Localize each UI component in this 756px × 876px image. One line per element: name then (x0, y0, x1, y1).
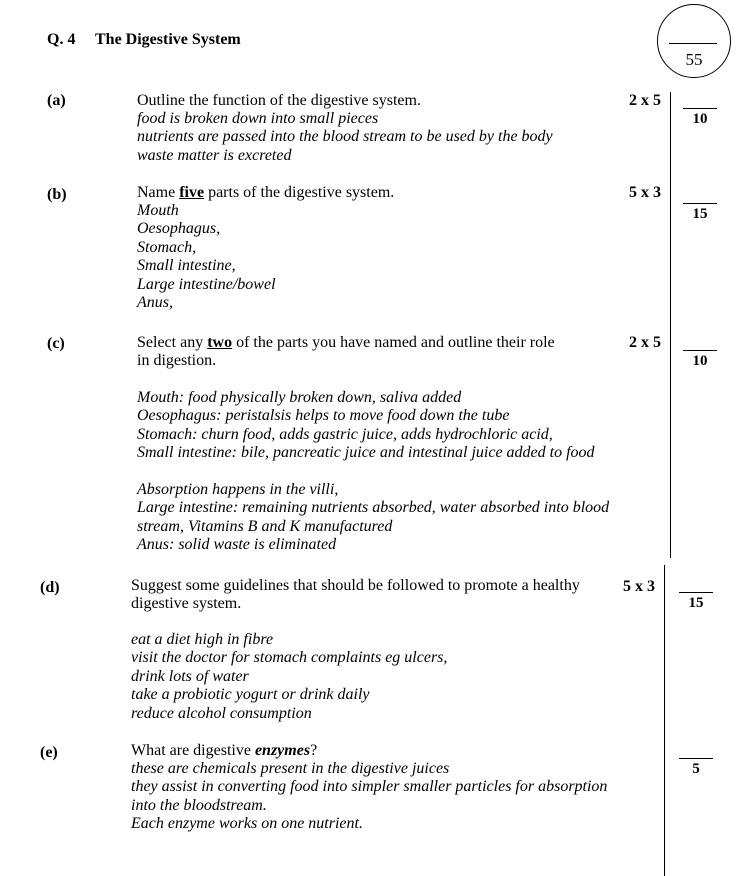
answer-line: Anus, (137, 294, 173, 312)
answer-line: Oesophagus, (137, 220, 221, 238)
marks-column-rule-upper (670, 92, 671, 558)
part-b-prompt-post: parts of the digestive system. (204, 184, 395, 201)
total-marks-rule (669, 43, 717, 44)
part-c-allocation: 2 x 5 (629, 334, 661, 351)
answer-line: Stomach, (137, 238, 197, 256)
part-a-label: (a) (47, 92, 66, 109)
part-c-answers-2 (137, 481, 609, 555)
part-c-prompt-post: of the parts you have named and outline their role (232, 334, 555, 351)
answer-line: Small intestine: bile, pancreatic juice and intestinal juice added to food (137, 444, 595, 462)
answer-line: Stomach: churn food, adds gastric juice, adds hydrochloric acid, (137, 425, 553, 443)
part-c-prompt-line1 (137, 334, 555, 352)
answer-line: these are chemicals present in the digestive juices (131, 760, 450, 777)
question-title: The Digestive System (95, 31, 241, 48)
answer-line: Absorption happens in the villi, (137, 481, 339, 498)
part-c-answers (137, 389, 595, 463)
answer-line: Oesophagus: peristalsis helps to move food down the tube (137, 407, 510, 425)
total-marks-value: 55 (685, 50, 703, 69)
part-a-prompt: Outline the function of the digestive system. (137, 92, 421, 109)
part-d-label: (d) (40, 579, 60, 596)
part-d-prompt-line2: digestive system. (131, 595, 242, 612)
part-e-prompt-post: ? (310, 742, 318, 759)
answer-line: reduce alcohol consumption (131, 704, 312, 722)
answer-line: Small intestine, (137, 257, 236, 275)
part-b-allocation: 5 x 3 (629, 184, 661, 201)
part-d-answers (131, 631, 447, 723)
answer-line: take a probiotic yogurt or drink daily (131, 686, 370, 704)
part-e-label: (e) (40, 744, 58, 761)
answer-line: Mouth: food physically broken down, saliva added (137, 389, 462, 406)
answer-line: waste matter is excreted (137, 146, 292, 164)
part-c-prompt-emphasis: two (207, 334, 233, 351)
answer-line: stream, Vitamins B and K manufactured (137, 517, 393, 535)
part-a-allocation: 2 x 5 (629, 92, 661, 109)
answer-line: drink lots of water (131, 667, 249, 685)
part-c-marks: 10 (683, 350, 717, 370)
part-d-prompt (131, 577, 580, 613)
part-a-answers (137, 110, 553, 165)
part-b-answers (137, 202, 276, 312)
part-b-prompt-pre: Name (137, 184, 180, 201)
answer-line: into the bloodstream. (131, 796, 267, 814)
answer-line: Anus: solid waste is eliminated (137, 536, 337, 554)
part-c-label: (c) (47, 335, 65, 352)
answer-line: nutrients are passed into the blood stream to be used by the body (137, 128, 553, 146)
question-number: Q. 4 (47, 31, 76, 48)
answer-line: eat a diet high in fibre (131, 631, 274, 648)
answer-line: Large intestine: remaining nutrients absorbed, water absorbed into blood (137, 499, 610, 517)
part-d-marks: 15 (679, 592, 713, 612)
answer-line: visit the doctor for stomach complaints eg ulcers, (131, 649, 448, 667)
part-c-prompt-pre: Select any (137, 334, 208, 351)
answer-line: food is broken down into small pieces (137, 110, 379, 127)
answer-line: Mouth (137, 202, 179, 219)
part-c-prompt (137, 334, 555, 370)
part-b-prompt (137, 184, 394, 202)
part-b-marks: 15 (683, 203, 717, 223)
answer-line: they assist in converting food into simpler smaller particles for absorption (131, 778, 608, 796)
part-e-prompt-emphasis: enzymes (254, 742, 311, 759)
part-c-prompt-line2: in digestion. (137, 352, 217, 369)
part-e-answers (131, 760, 607, 834)
answer-line: Large intestine/bowel (137, 275, 276, 293)
part-e-marks: 5 (679, 758, 713, 778)
part-e-prompt (131, 742, 317, 760)
marks-column-rule-lower (664, 565, 665, 876)
part-a-marks: 10 (683, 108, 717, 128)
part-b-prompt-emphasis: five (179, 184, 205, 201)
part-e-prompt-pre: What are digestive (131, 742, 255, 759)
part-d-prompt-line1: Suggest some guidelines that should be followed to promote a healthy (131, 577, 580, 594)
part-b-label: (b) (47, 186, 67, 203)
part-d-allocation: 5 x 3 (623, 578, 655, 595)
answer-line: Each enzyme works on one nutrient. (131, 815, 363, 833)
